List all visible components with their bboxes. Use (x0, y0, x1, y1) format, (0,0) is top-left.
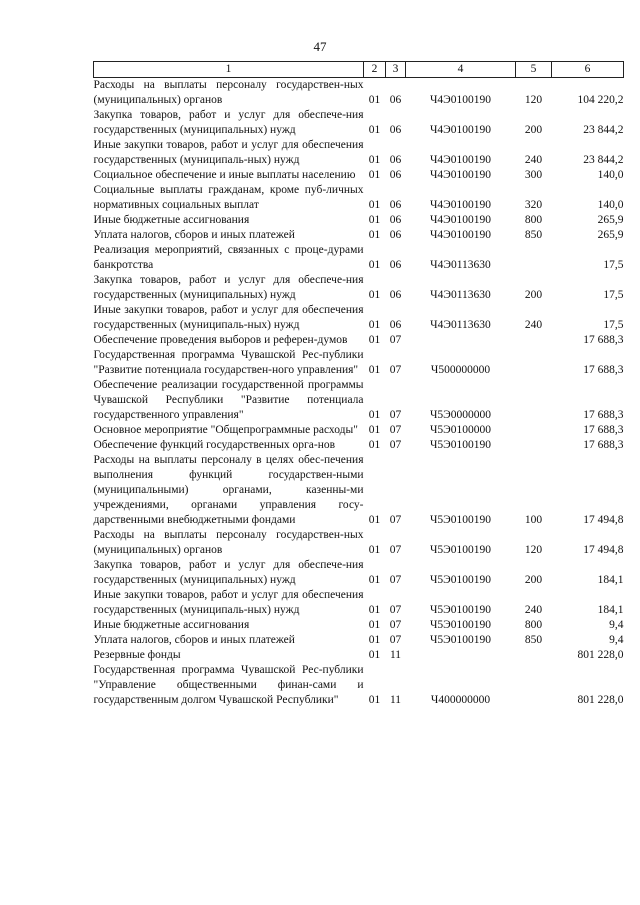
row-subsection: 07 (389, 604, 402, 616)
row-expense-type: 100 (524, 514, 543, 526)
row-amount: 17 688,3 (583, 364, 624, 376)
page-number: 47 (313, 39, 327, 54)
header-col-6: 6 (552, 62, 624, 78)
row-subsection: 06 (389, 214, 402, 226)
row-section: 01 (368, 424, 381, 436)
row-subsection: 07 (389, 364, 402, 376)
row-section: 01 (368, 619, 381, 631)
table-row (94, 648, 624, 663)
table-row (94, 333, 624, 348)
row-section: 01 (368, 364, 381, 376)
table-row (94, 213, 624, 228)
row-amount: 17,5 (603, 319, 624, 331)
row-target-article: Ч4Э0100190 (429, 124, 492, 136)
row-section: 01 (368, 649, 381, 661)
row-amount: 17 494,8 (583, 544, 624, 556)
row-name: Иные бюджетные ассигнования (93, 214, 250, 226)
row-amount: 140,0 (597, 169, 624, 181)
row-name: Обеспечение проведения выборов и референ-думов (93, 334, 348, 346)
row-name: Социальные выплаты гражданам, кроме пуб-личных нормативных социальных выплат (93, 184, 364, 211)
table-row (94, 528, 624, 558)
row-expense-type: 240 (524, 319, 543, 331)
header-col-3: 3 (386, 62, 406, 78)
table-row (94, 138, 624, 168)
row-section: 01 (368, 229, 381, 241)
row-target-article: Ч4Э0100190 (429, 154, 492, 166)
row-amount: 17 494,8 (583, 514, 624, 526)
row-amount: 140,0 (597, 199, 624, 211)
row-subsection: 07 (389, 409, 402, 421)
row-amount: 265,9 (597, 229, 624, 241)
row-name: Уплата налогов, сборов и иных платежей (93, 634, 295, 646)
row-name: Иные закупки товаров, работ и услуг для обеспечения государственных (муниципаль-ных) нужд (93, 304, 364, 331)
row-name: Расходы на выплаты персоналу в целях обес-печения выполнения функций государствен-ными (муниципальными) органами, казенны-ми учреждениями, органами управления госу-дарственными внебюджетными фондами (93, 454, 364, 526)
row-name: Социальное обеспечение и иные выплаты населению (93, 169, 356, 181)
row-section: 01 (368, 124, 381, 136)
row-name: Закупка товаров, работ и услуг для обеспече-ния государственных (муниципальных) нужд (93, 559, 364, 586)
row-target-article: Ч5Э0100190 (429, 604, 492, 616)
row-section: 01 (368, 334, 381, 346)
row-target-article: Ч4Э0113630 (430, 259, 491, 271)
row-target-article: Ч5Э0100190 (429, 514, 492, 526)
row-section: 01 (368, 94, 381, 106)
row-subsection: 06 (389, 229, 402, 241)
row-expense-type: 240 (524, 154, 543, 166)
row-section: 01 (368, 409, 381, 421)
row-section: 01 (368, 439, 381, 451)
row-amount: 17,5 (603, 289, 624, 301)
row-section: 01 (368, 544, 381, 556)
row-section: 01 (368, 694, 381, 706)
row-target-article: Ч4Э0100190 (429, 94, 492, 106)
row-amount: 184,1 (597, 604, 624, 616)
row-subsection: 07 (389, 544, 402, 556)
row-target-article: Ч4Э0113630 (430, 289, 491, 301)
row-subsection: 06 (389, 94, 402, 106)
row-target-article: Ч5Э0000000 (429, 409, 492, 421)
row-subsection: 06 (389, 259, 402, 271)
table-header-row (94, 62, 624, 78)
row-section: 01 (368, 154, 381, 166)
row-target-article: Ч5Э0100190 (429, 619, 492, 631)
budget-table (93, 61, 624, 708)
row-expense-type (516, 333, 552, 348)
table-row (94, 453, 624, 528)
row-name: Резервные фонды (93, 649, 181, 661)
row-subsection: 06 (389, 154, 402, 166)
table-row (94, 618, 624, 633)
row-expense-type: 120 (524, 94, 543, 106)
row-name: Иные бюджетные ассигнования (93, 619, 250, 631)
table-row (94, 183, 624, 213)
row-expense-type: 300 (524, 169, 543, 181)
row-target-article: Ч4Э0113630 (430, 319, 491, 331)
row-target-article: Ч5Э0100190 (429, 544, 492, 556)
row-target-article: Ч4Э0100190 (429, 199, 492, 211)
row-target-article: Ч500000000 (430, 364, 491, 376)
row-name: Иные закупки товаров, работ и услуг для обеспечения государственных (муниципаль-ных) нужд (93, 139, 364, 166)
header-col-2: 2 (364, 62, 386, 78)
table-row (94, 438, 624, 453)
table-row (94, 663, 624, 708)
row-section: 01 (368, 634, 381, 646)
row-expense-type (516, 378, 552, 423)
row-amount: 17 688,3 (583, 424, 624, 436)
table-row (94, 558, 624, 588)
row-target-article (406, 648, 516, 663)
table-row (94, 243, 624, 273)
row-subsection: 11 (389, 694, 402, 706)
row-target-article: Ч5Э0100000 (429, 424, 492, 436)
row-expense-type: 320 (524, 199, 543, 211)
table-row (94, 78, 624, 109)
row-section: 01 (368, 214, 381, 226)
row-subsection: 07 (389, 439, 402, 451)
row-target-article: Ч5Э0100190 (429, 439, 492, 451)
row-expense-type: 200 (524, 289, 543, 301)
row-section: 01 (368, 169, 381, 181)
row-target-article: Ч400000000 (430, 694, 491, 706)
row-target-article: Ч5Э0100190 (429, 634, 492, 646)
row-amount: 17 688,3 (583, 439, 624, 451)
row-name: Закупка товаров, работ и услуг для обеспече-ния государственных (муниципальных) нужд (93, 109, 364, 136)
row-subsection: 07 (389, 619, 402, 631)
table-row (94, 168, 624, 183)
row-expense-type: 800 (524, 619, 543, 631)
row-amount: 104 220,2 (577, 94, 624, 106)
row-amount: 184,1 (597, 574, 624, 586)
row-amount: 9,4 (609, 634, 624, 646)
table-row (94, 273, 624, 303)
table-row (94, 378, 624, 423)
row-amount: 17 688,3 (583, 334, 624, 346)
row-section: 01 (368, 199, 381, 211)
row-section: 01 (368, 574, 381, 586)
row-expense-type (516, 648, 552, 663)
row-name: Закупка товаров, работ и услуг для обеспече-ния государственных (муниципальных) нужд (93, 274, 364, 301)
header-col-4: 4 (406, 62, 516, 78)
row-amount: 801 228,0 (577, 694, 624, 706)
row-name: Реализация мероприятий, связанных с проце-дурами банкротства (93, 244, 364, 271)
row-expense-type (516, 423, 552, 438)
row-target-article: Ч4Э0100190 (429, 169, 492, 181)
row-subsection: 06 (389, 289, 402, 301)
row-expense-type: 200 (524, 574, 543, 586)
row-amount: 265,9 (597, 214, 624, 226)
row-expense-type: 800 (524, 214, 543, 226)
row-expense-type: 200 (524, 124, 543, 136)
header-col-1: 1 (94, 62, 364, 78)
table-body (94, 78, 624, 709)
row-target-article (406, 333, 516, 348)
row-expense-type (516, 243, 552, 273)
row-expense-type: 240 (524, 604, 543, 616)
table-row (94, 348, 624, 378)
row-expense-type (516, 438, 552, 453)
row-subsection: 07 (389, 634, 402, 646)
row-subsection: 07 (389, 424, 402, 436)
table-row (94, 108, 624, 138)
row-amount: 23 844,2 (583, 124, 624, 136)
row-subsection: 07 (389, 514, 402, 526)
row-expense-type (516, 663, 552, 708)
row-section: 01 (368, 289, 381, 301)
row-name: Государственная программа Чувашской Рес-публики "Управление общественными финан-сами и государственным долгом Чувашской Республики" (93, 664, 364, 706)
table-row (94, 633, 624, 648)
table-row (94, 423, 624, 438)
table-row (94, 588, 624, 618)
row-subsection: 06 (389, 124, 402, 136)
row-name: Расходы на выплаты персоналу государствен-ных (муниципальных) органов (93, 529, 364, 556)
row-expense-type: 120 (524, 544, 543, 556)
row-section: 01 (368, 514, 381, 526)
row-name: Расходы на выплаты персоналу государствен-ных (муниципальных) органов (93, 79, 364, 106)
row-subsection: 06 (389, 199, 402, 211)
row-expense-type (516, 348, 552, 378)
row-section: 01 (368, 604, 381, 616)
row-amount: 9,4 (609, 619, 624, 631)
row-amount: 17 688,3 (583, 409, 624, 421)
row-subsection: 07 (389, 334, 402, 346)
row-amount: 801 228,0 (577, 649, 624, 661)
row-expense-type: 850 (524, 229, 543, 241)
row-subsection: 06 (389, 169, 402, 181)
row-section: 01 (368, 319, 381, 331)
row-subsection: 11 (389, 649, 402, 661)
row-section: 01 (368, 259, 381, 271)
row-name: Уплата налогов, сборов и иных платежей (93, 229, 295, 241)
row-name: Обеспечение функций государственных орга-нов (93, 439, 336, 451)
row-name: Обеспечение реализации государственной программы Чувашской Республики "Развитие потенциала государственного управления" (93, 379, 364, 421)
row-target-article: Ч4Э0100190 (429, 229, 492, 241)
table-row (94, 228, 624, 243)
row-amount: 17,5 (603, 259, 624, 271)
header-col-5: 5 (516, 62, 552, 78)
table-row (94, 303, 624, 333)
row-name: Государственная программа Чувашской Рес-публики "Развитие потенциала государствен-ного управления" (93, 349, 364, 376)
row-amount: 23 844,2 (583, 154, 624, 166)
row-target-article: Ч4Э0100190 (429, 214, 492, 226)
row-subsection: 07 (389, 574, 402, 586)
row-name: Основное мероприятие "Общепрограммные расходы" (93, 424, 358, 436)
row-name: Иные закупки товаров, работ и услуг для обеспечения государственных (муниципаль-ных) нужд (93, 589, 364, 616)
row-expense-type: 850 (524, 634, 543, 646)
row-target-article: Ч5Э0100190 (429, 574, 492, 586)
row-subsection: 06 (389, 319, 402, 331)
